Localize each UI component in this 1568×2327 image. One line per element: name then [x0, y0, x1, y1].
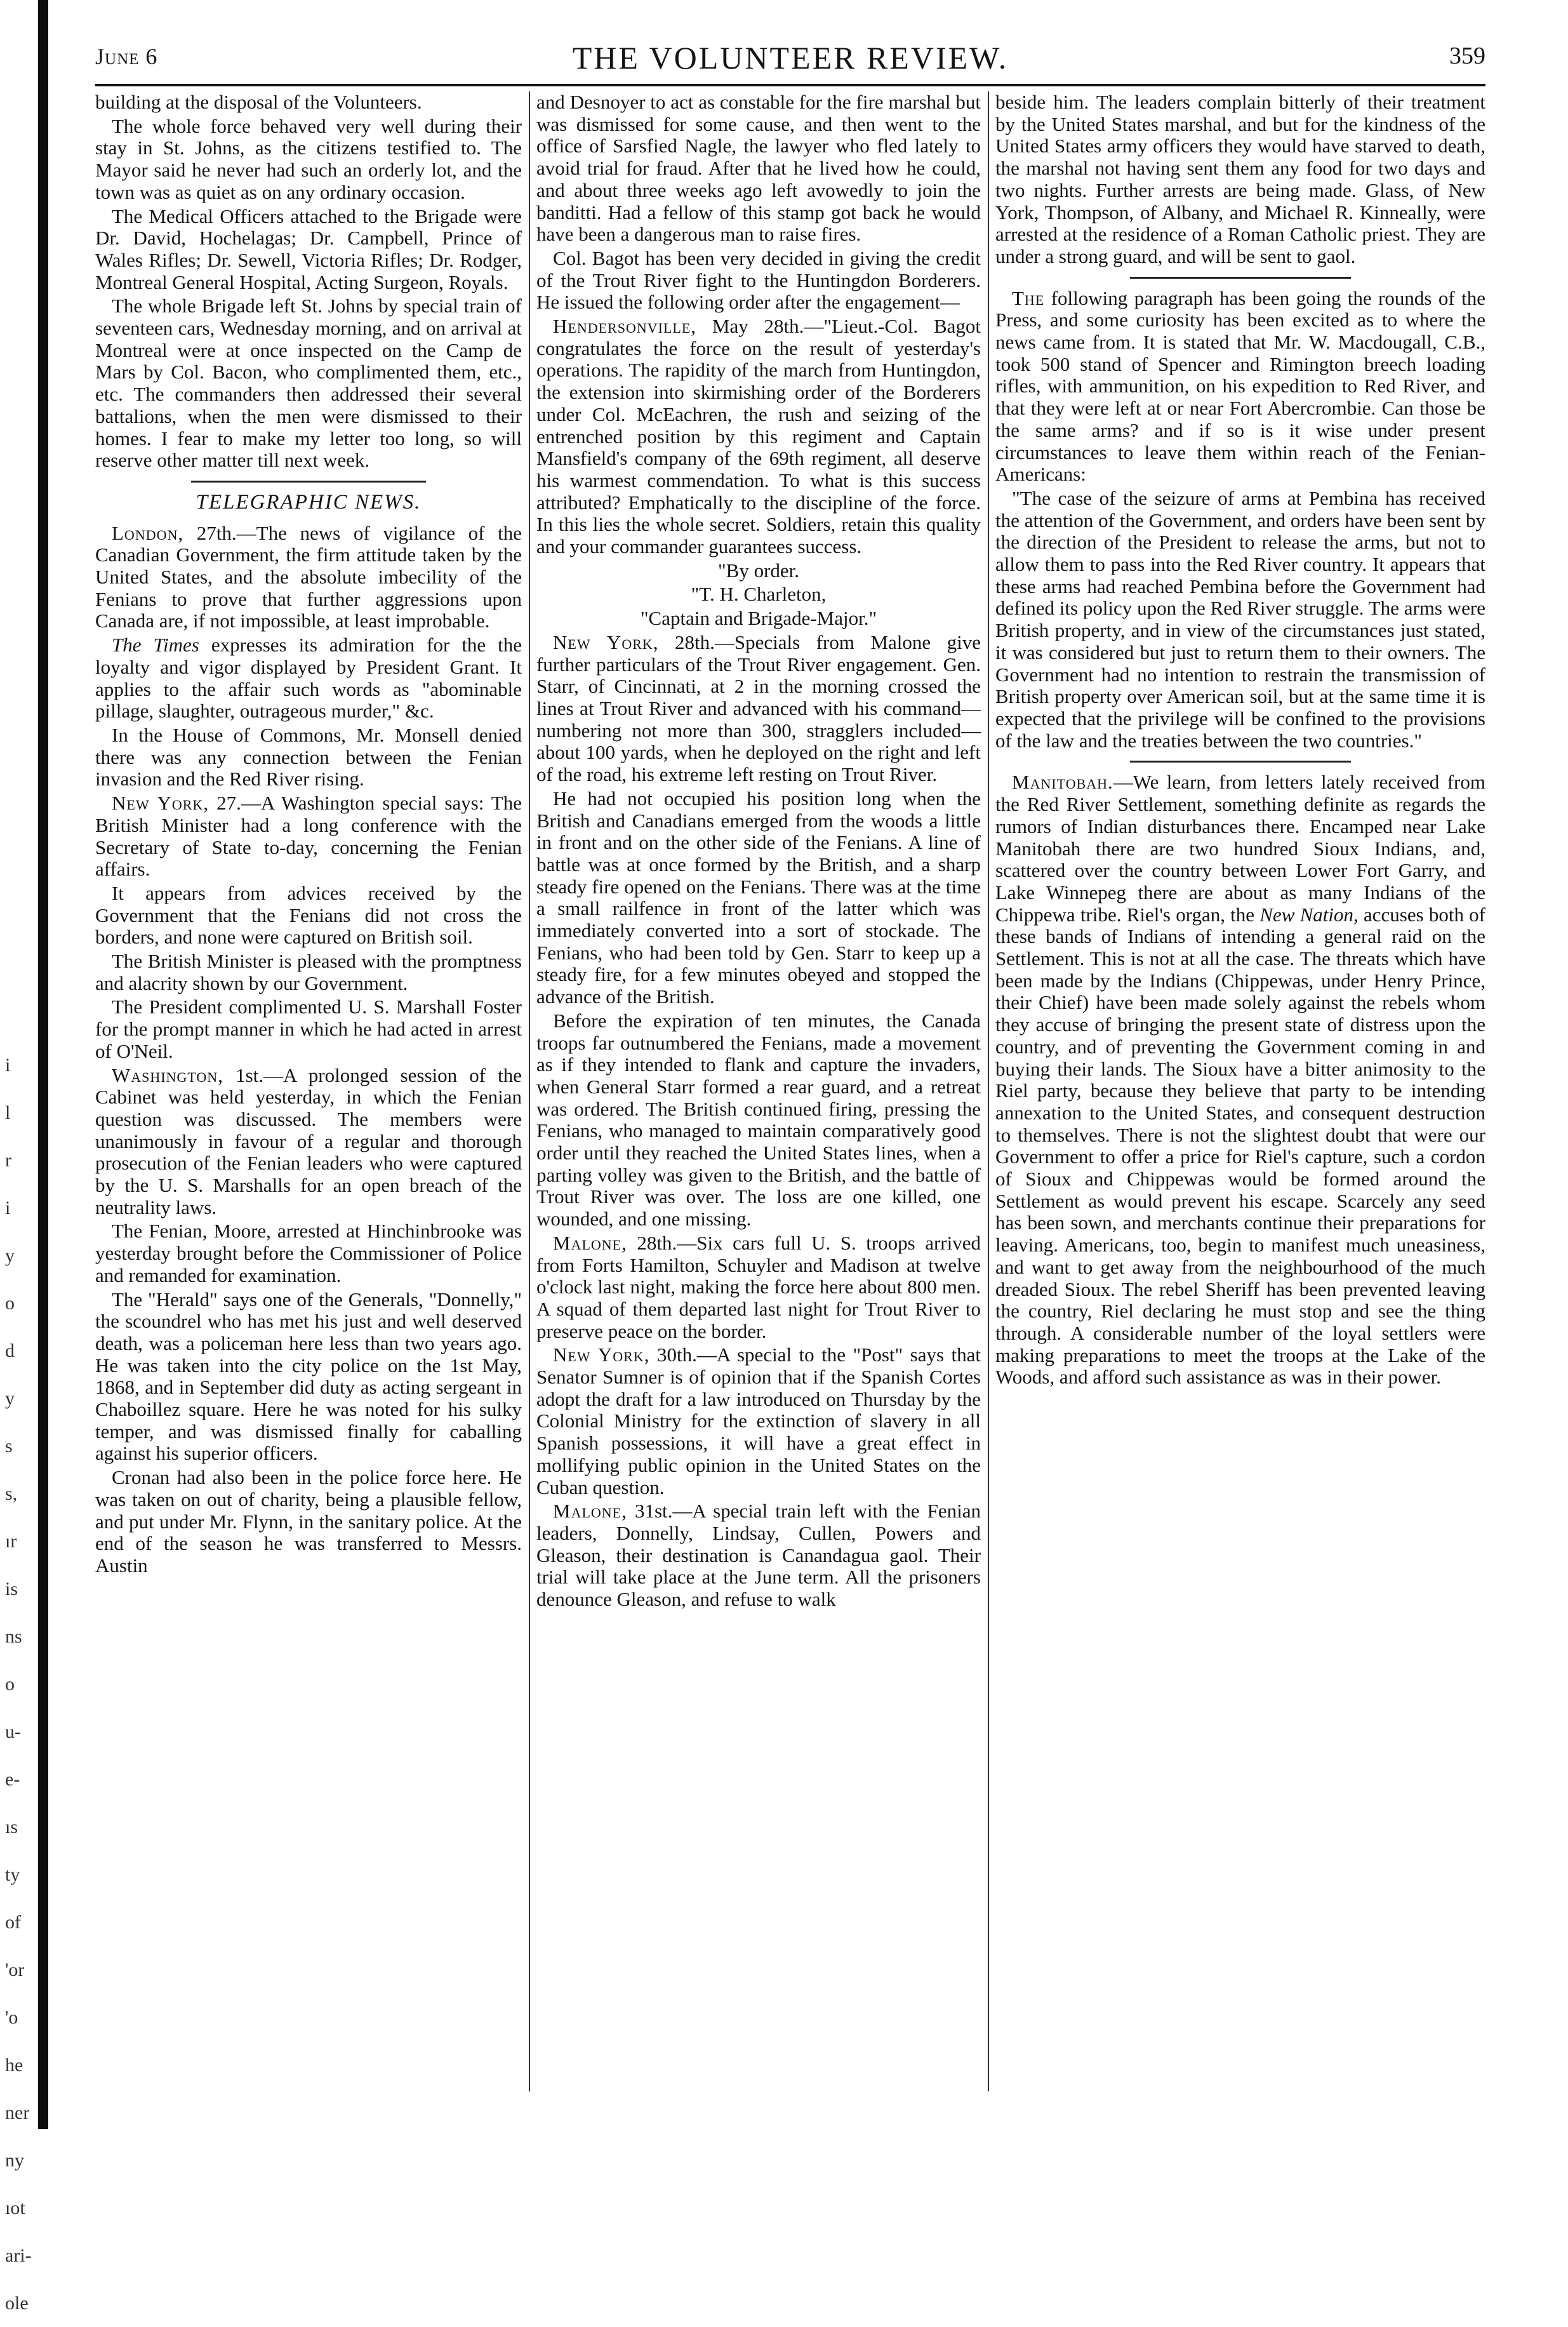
publication-name: New Nation, — [1259, 903, 1359, 926]
column-divider — [529, 91, 530, 2091]
column-3 — [995, 91, 1485, 2091]
margin-fragment: u- — [5, 1721, 21, 1742]
news-item: New York, 28th.—Specials from Malone give further particulars of the Trout River engagement. Gen. Starr, of Cincinnati, at 2 in the morning crossed the lines at Trout River and advanced with his command—numbering not more than 300, stragglers included—about 100 yards, when he deployed on the right and left of the road, his extreme left resting on Trout River. — [536, 630, 981, 786]
margin-fragment: he — [5, 2055, 23, 2076]
dateline: Malone, — [553, 1231, 627, 1254]
margin-fragment: is — [5, 1578, 18, 1599]
margin-fragment: ner — [5, 2102, 30, 2123]
news-item: Before the expiration of ten minutes, the Canada troops far outnumbered the Fenians, made a movement as if they intended to flank and capture the invaders, when General Starr formed a rear guard, and a retreat was ordered. The British continued firing, pressing the Fenians, who managed to maintain comparatively good order until they reached the United States lines, when a parting volley was given to the British, and the battle of Trout River was over. The loss are one killed, one wounded, and one missing. — [536, 1009, 981, 1230]
news-item: In the House of Commons, Mr. Monsell denied there was any connection between the Fenian invasion and the Red River rising. — [95, 723, 522, 790]
signature-title: "Captain and Brigade-Major." — [640, 607, 877, 630]
news-item: Manitobah.—We learn, from letters lately received from the Red River Settlement, something definite as regards the rumors of Indian disturbances there. Encamped near Lake Manitobah there are two hundred Sioux Indians, and, scattered over the country between Lower Fort Garry, and Lake Winnepeg there are about as many Indians of the Chippewa tribe. Riel's organ, the New Nation, accuses both of these bands of Indians of intending a general raid on the Settlement. This is not at all the case. The threats which have been made by the Indians (Chippewas, under Henry Prince, their Chief) have been made solely against the rebels whom they accuse of bringing the present state of distress upon the country, and of preventing the Government coming in and buying their lands. The Sioux have a bitter animosity to the Riel party, because they believe that party to be intending annexation to the United States, and consequent destruction to themselves. There is not the slightest doubt that were our Government to offer a price for Riel's capture, such a cordon of Sioux and Chippewas would be formed around the Settlement as would prevent his escape. Scarcely any seed has been sown, and merchants continue their preparations for leaving. Americans, too, begin to manifest much uneasiness, and want to get away from the neighbourhood of the much dreaded Sioux. The rebel Sheriff has been prevented leaving the country, Riel declaring he must stop and see the thing through. A considerable number of the loyal settlers were making preparations to meet the troops at the Lake of the Woods, and afford such assistance as was in their power. — [995, 771, 1485, 1389]
news-item: Malone, 28th.—Six cars full U. S. troops arrived from Forts Hamilton, Schuyler and Madison at twelve o'clock last night, making the force here about 800 men. A squad of them departed last night for Trout River to preserve peace on the border. — [536, 1231, 981, 1342]
publication-name: The Times — [112, 634, 199, 657]
margin-fragment: ari- — [5, 2245, 32, 2266]
margin-fragment: 'or — [5, 1959, 25, 1980]
margin-fragment: ıs — [5, 1817, 18, 1837]
news-item: The "Herald" says one of the Generals, "Donnelly," the scoundrel who has met his just and well deserved death, was a policeman here less than two years ago. He was taken into the city police on the 1st May, 1868, and in September did duty as acting sergeant in Chaboillez square. Here he was noted for his sulky temper, and was dismissed finally for caballing against his superior officers. — [95, 1288, 522, 1465]
news-item: London, 27th.—The news of vigilance of the Canadian Government, the firm attitude taken by the United States, and the absolute imbecility of the Fenians to prove that further aggressions upon Canada are, if not impossible, at least improbable. — [95, 521, 522, 632]
margin-fragment: o — [5, 1674, 15, 1695]
dateline: New York, — [112, 792, 209, 815]
margin-fragment: e- — [5, 1769, 20, 1790]
news-item: Malone, 31st.—A special train left with the Fenian leaders, Donnelly, Lindsay, Cullen, Powers and Gleason, their destination is Canandagua gaol. Their trial will take place at the June term. All the prisoners denounce Gleason, and refuse to walk — [536, 1500, 981, 1611]
page-header — [95, 39, 1485, 84]
dateline: Hendersonville, — [553, 315, 697, 338]
page-number: 359 — [1449, 43, 1485, 69]
header-date: June 6 — [95, 44, 158, 69]
paragraph: Col. Bagot has been very decided in giving the credit of the Trout River fight to the Huntingdon Borderers. He issued the following order after the engagement— — [536, 246, 981, 314]
paragraph: The following paragraph has been going the rounds of the Press, and some curiosity has been excited as to where the news came from. It is stated that Mr. W. Macdougall, C.B., took 500 stand of Spencer and Rimington breech loading rifles, with ammunition, on his expedition to Red River, and that they were left at or near Fort Abercrombie. Can those be the same arms? and if so is it wise under present circumstances to leave them within reach of the Fenian-Americans: — [995, 286, 1485, 486]
newspaper-title: THE VOLUNTEER REVIEW. — [572, 40, 1009, 76]
paragraph: The whole force behaved very well during their stay in St. Johns, as the citizens testified to. The Mayor said he never had such an orderly lot, and the town was as quiet as on any ordinary occasion. — [95, 114, 522, 203]
paragraph: beside him. The leaders complain bitterly of their treatment by the United States marshal, and but for the kindness of the United States army officers they would have starved to death, the marshal not having sent them any food for two days and two nights. Further arrests are being made. Glass, of New York, Thompson, of Albany, and Michael R. Kinneally, were arrested at the residence of a Roman Catholic priest. They are under a strong guard, and will be sent to gaol. — [995, 91, 1485, 267]
news-item: The Fenian, Moore, arrested at Hinchinbrooke was yesterday brought before the Commissioner of Police and remanded for examination. — [95, 1220, 522, 1286]
margin-fragment: i — [5, 1055, 11, 1076]
general-order: Hendersonville, May 28th.—"Lieut.-Col. Bagot congratulates the force on the result of yesterday's operations. The rapidity of the march from Huntingdon, the extension into skirmishing order of the Borderers under Col. McEachren, the rush and seizing of the entrenched position by this regiment and Captain Mansfield's company of the 69th regiment, all deserve his warmest commendation. To what is this success attributed? Emphatically to the discipline of the force. In this lies the whole secret. Soldiers, retain this quality and your commander guarantees success. — [536, 315, 981, 558]
by-order-line: "By order. — [717, 559, 800, 582]
paragraph: building at the disposal of the Volunteers. — [95, 91, 422, 113]
news-item: New York, 30th.—A special to the "Post" says that Senator Sumner is of opinion that if the Spanish Cortes adopt the draft for a law introduced on Thursday by the Colonial Ministry for the extinction of slavery in all Spanish possessions, it will have a great effect in mollifying public opinion in the United States on the Cuban question. — [536, 1344, 981, 1498]
column-1 — [95, 91, 522, 2091]
margin-fragment: o — [5, 1293, 15, 1314]
section-heading: TELEGRAPHIC NEWS. — [196, 490, 422, 514]
section-rule — [1130, 761, 1350, 763]
column-2 — [536, 91, 981, 2091]
margin-fragment: l — [5, 1102, 11, 1123]
lead-word: The — [1012, 286, 1045, 309]
news-item: The British Minister is pleased with the promptness and alacrity shown by our Government. — [95, 950, 522, 994]
signature-name: "T. H. Charleton, — [691, 583, 827, 606]
header-rule — [95, 84, 1485, 86]
margin-fragment: y — [5, 1245, 15, 1266]
news-item: Cronan had also been in the police force here. He was taken on out of charity, being a plausible fellow, and put under Mr. Flynn, in the sanitary police. At the end of the season he was transferred to Messrs. Austin — [95, 1466, 522, 1577]
margin-fragment: ıot — [5, 2197, 25, 2218]
margin-fragment: ny — [5, 2150, 24, 2171]
margin-fragment: d — [5, 1340, 15, 1361]
news-item: New York, 27.—A Washington special says: The British Minister had a long conference with the Secretary of State to-day, concerning the Fenian affairs. — [95, 792, 522, 881]
margin-fragment: y — [5, 1388, 15, 1409]
margin-fragment: i — [5, 1197, 11, 1218]
margin-fragment: ns — [5, 1626, 22, 1647]
dateline: London, — [112, 521, 184, 544]
section-rule — [1130, 277, 1350, 279]
margin-fragment: of — [5, 1912, 21, 1933]
margin-fragment: s — [5, 1436, 13, 1457]
section-rule — [191, 481, 426, 483]
margin-fragment: ty — [5, 1864, 20, 1885]
news-item: It appears from advices received by the Government that the Fenians did not cross the borders, and none were captured on British soil. — [95, 881, 522, 949]
news-item: The Times expresses its admiration for the the loyalty and vigor displayed by President Grant. It applies to the affair such words as "abominable pillage, slaughter, outrageous murder," &c. — [95, 634, 522, 723]
news-item: Washington, 1st.—A prolonged session of the Cabinet was held yesterday, in which the Fenian question was discussed. The members were unanimously in favour of a regular and thorough prosecution of the Fenian leaders who were captured by the U. S. Marshalls for an open breach of the neutrality laws. — [95, 1063, 522, 1218]
margin-fragment: ole — [5, 2293, 29, 2314]
paragraph: and Desnoyer to act as constable for the fire marshal but was dismissed for some cause, and then went to the office of Sarsfied Nagle, the lawyer who fled lately to avoid trial for fraud. After that he lived how he could, and about three weeks ago left avowedly to join the banditti. Had a fellow of this stamp got back he would have been a dangerous man to raise fires. — [536, 91, 981, 246]
dateline: Washington, — [112, 1063, 223, 1086]
paragraph: The whole Brigade left St. Johns by special train of seventeen cars, Wednesday morning, and on arrival at Montreal were at once inspected on the Camp de Mars by Col. Bacon, who complimented them, etc., etc. The commanders then addressed their several battalions, when the men were dismissed to their homes. I fear to make my letter too long, so will reserve other matter till next week. — [95, 295, 522, 472]
dateline: New York, — [553, 1344, 650, 1366]
news-item: He had not occupied his position long when the British and Canadians emerged from the woods a little in front and on the other side of the Fenians. A line of battle was at once formed by the British, and a sharp steady fire opened on the Fenians. There was at the time a small railfence in front of the latter which was immediately converted into a sort of stockade. The Fenians, who had been told by Gen. Starr to keep up a steady fire, for a few minutes obeyed and stopped the advance of the British. — [536, 787, 981, 1008]
margin-text-fragments — [5, 1041, 33, 2327]
dateline: Malone, — [553, 1500, 627, 1523]
column-divider — [988, 91, 989, 2091]
paragraph: The Medical Officers attached to the Brigade were Dr. David, Hochelagas; Dr. Campbell, Prince of Wales Rifles; Dr. Sewell, Victoria Rifles; Dr. Rodger, Montreal General Hospital, Acting Surgeon, Royals. — [95, 204, 522, 293]
dateline: Manitobah. — [1012, 771, 1113, 794]
margin-fragment: r — [5, 1150, 11, 1171]
margin-fragment: 'o — [5, 2007, 18, 2028]
news-item: The President complimented U. S. Marshall Foster for the prompt manner in which he had acted in arrest of O'Neil. — [95, 996, 522, 1062]
quoted-paragraph: "The case of the seizure of arms at Pembina has received the attention of the Government, and orders have been sent by the direction of the President to release the arms, but not to allow them to pass into the Red River country. It appears that these arms had reached Pembina before the Government had defined its policy upon the Red River struggle. The arms were British property, and in view of the circumstances just stated, it was considered but just to return them to their owners. The Government had no intention to restrain the transmission of British property over American soil, but at the same time it is expected that the privilege will be confined to the provisions of the law and the treaties between the two countries." — [995, 486, 1485, 752]
page-spine-shadow — [38, 0, 48, 2129]
margin-fragment: s, — [5, 1483, 18, 1504]
dateline: New York, — [553, 630, 659, 653]
margin-fragment: ır — [5, 1531, 17, 1552]
